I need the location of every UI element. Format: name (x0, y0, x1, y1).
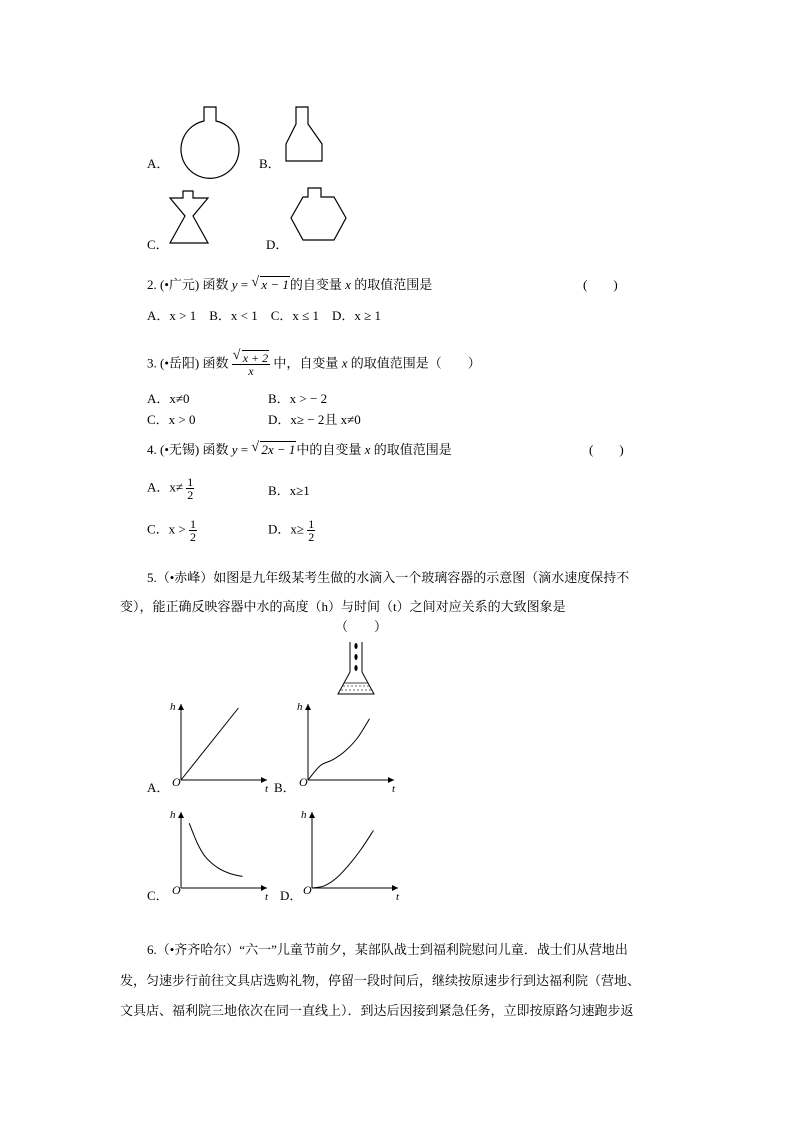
graph-c (165, 808, 275, 908)
series-line (308, 719, 370, 780)
q2-tail: 的自变量 (289, 277, 342, 292)
q3-frac-num: x + 2 (242, 351, 269, 365)
q4-option-c-prefix: C．x > (147, 521, 186, 537)
q3-number: 3. (147, 355, 157, 371)
q5-answer-bracket: （ ） (335, 619, 388, 634)
q2-source: (•广元) (160, 277, 200, 292)
trapezoid-bottle-shape (284, 104, 328, 164)
q3-option-b: B．x > − 2 (268, 391, 328, 406)
q5-graph-d-label: D． (280, 888, 303, 903)
origin-label: O (303, 883, 312, 897)
question-3 (147, 352, 481, 377)
origin-label: O (299, 775, 308, 789)
y-axis-label: h (170, 701, 176, 713)
origin-label: O (172, 883, 181, 897)
q6-line-2: 发，匀速步行前往文具店选购礼物，停留一段时间后，继续按原速步行到达福利院（营地、 (120, 973, 641, 988)
x-axis-label: t (392, 783, 396, 795)
q3-source: (•岳阳) (160, 355, 200, 371)
q4-option-b: B．x≥1 (268, 483, 310, 498)
q1-option-a-label: A． (147, 156, 170, 171)
graph-a (165, 700, 275, 800)
q4-source: (•无锡) (160, 442, 200, 457)
hexagon-vessel-shape (289, 185, 349, 247)
y-axis-arrow (178, 812, 184, 818)
y-axis-arrow (309, 812, 315, 818)
q2-options: A．x > 1 B．x < 1 C．x ≤ 1 D．x ≥ 1 (147, 308, 382, 323)
q2-radicand: x − 1 (261, 277, 289, 292)
q5-graph-b-label: B． (274, 780, 296, 795)
series-line (312, 830, 374, 888)
y-axis-label: h (297, 701, 303, 713)
water-drop-2 (354, 654, 357, 660)
y-axis-label: h (301, 809, 307, 821)
q2-sqrt (251, 277, 290, 293)
origin-label: O (172, 775, 181, 789)
q3-lead: 函数 (202, 355, 229, 371)
q3-frac-den: x (248, 364, 254, 378)
round-bottom-flask-shape (176, 104, 246, 168)
hourglass-vessel-shape (168, 188, 212, 248)
q4-d-half-num: 1 (308, 517, 315, 531)
series-line (181, 708, 238, 780)
q4-formula-y: y (231, 442, 238, 457)
x-axis-label: t (265, 783, 269, 795)
q2-number: 2. (147, 277, 157, 292)
water-fill-dots (341, 685, 370, 690)
q3-option-c: C．x > 0 (147, 412, 196, 427)
q4-sqrt (251, 442, 296, 458)
q3-tail: 中，自变量 (273, 355, 339, 371)
q4-var: x (364, 442, 371, 457)
q4-option-a-prefix: A．x≠ (147, 479, 184, 495)
water-drop-3 (354, 665, 357, 671)
q3-fraction (232, 352, 270, 377)
q3-var: x (341, 355, 348, 371)
y-axis-arrow (305, 704, 311, 710)
q4-c-half-den: 2 (190, 530, 197, 544)
q5-graph-c-label: C． (147, 888, 169, 903)
q2-tail2: 的取值范围是 (354, 277, 433, 292)
q4-tail: 中的自变量 (296, 442, 362, 457)
q4-option-c (147, 518, 197, 543)
y-axis-label: h (170, 809, 176, 821)
y-axis-arrow (178, 704, 184, 710)
q2-var: x (345, 277, 351, 292)
x-axis-label: t (265, 891, 269, 903)
series-line (189, 823, 242, 876)
q2-formula-eq: = (240, 277, 249, 292)
q4-option-d (268, 518, 315, 543)
q5-line-1: 5.（•赤峰）如图是九年级某考生做的水滴入一个玻璃容器的示意图（滴水速度保持不 (147, 570, 630, 585)
q4-a-half-den: 2 (187, 488, 194, 502)
q2-formula-y: y (231, 277, 238, 292)
q4-answer-bracket: ( ) (589, 442, 624, 457)
q1-option-d-label: D． (266, 237, 289, 252)
q4-formula-eq: = (240, 442, 249, 457)
q2-answer-bracket: ( ) (583, 277, 618, 292)
question-2 (147, 277, 432, 293)
q3-option-d: D．x≥ − 2且 x≠0 (268, 412, 361, 427)
q4-option-a (147, 476, 194, 501)
q1-option-b-label: B． (259, 156, 281, 171)
q4-radicand: 2x − 1 (261, 442, 296, 457)
q4-option-d-prefix: D．x≥ (268, 521, 305, 537)
q6-line-3: 文具店、福利院三地依次在同一直线上）．到达后因接到紧急任务，立即按原路匀速跑步返 (120, 1003, 634, 1018)
q4-number: 4. (147, 442, 157, 457)
q3-tail2: 的取值范围是（ ） (350, 355, 481, 371)
q4-a-half-num: 1 (187, 475, 194, 489)
water-drop-1 (354, 643, 357, 649)
graph-d (296, 808, 406, 908)
q4-c-half-num: 1 (190, 517, 197, 531)
q2-lead: 函数 (202, 277, 229, 292)
q4-d-half-den: 2 (308, 530, 315, 544)
q5-line-2: 变），能正确反映容器中水的高度（h）与时间（t）之间对应关系的大致图象是 (120, 599, 566, 614)
question-4 (147, 442, 452, 458)
graph-b (292, 700, 402, 800)
q5-graph-a-label: A． (147, 780, 170, 795)
q6-line-1: 6.（•齐齐哈尔）“六一”儿童节前夕，某部队战士到福利院慰问儿童．战士们从营地出 (147, 942, 628, 957)
q4-tail2: 的取值范围是 (373, 442, 452, 457)
q3-option-a: A．x≠0 (147, 391, 190, 406)
conical-flask-illustration (336, 642, 378, 698)
x-axis-label: t (396, 891, 400, 903)
q4-lead: 函数 (202, 442, 229, 457)
q1-option-c-label: C． (147, 237, 169, 252)
